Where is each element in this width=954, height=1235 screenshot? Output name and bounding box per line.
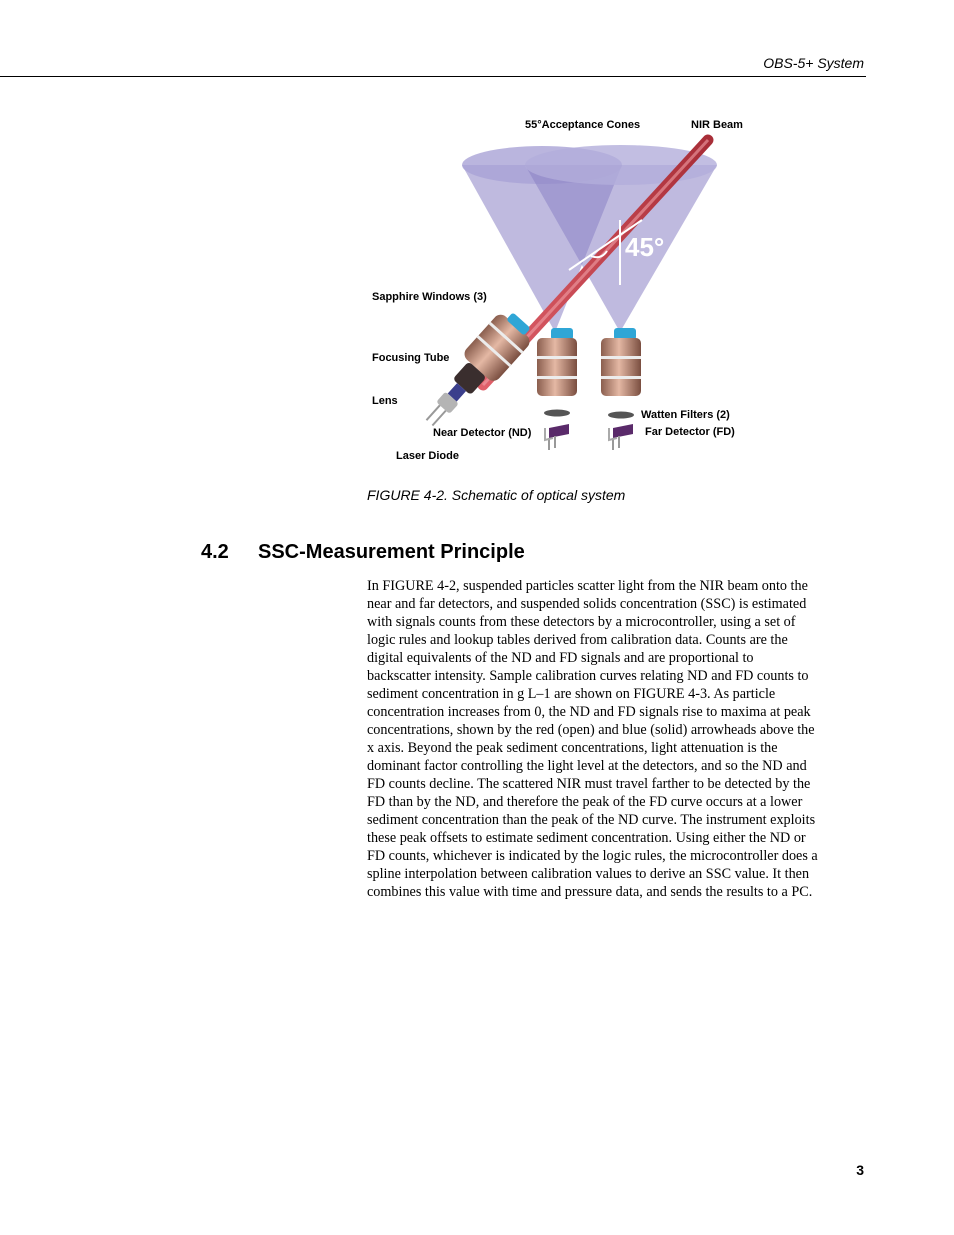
label-sapphire-windows: Sapphire Windows (3) <box>372 291 487 303</box>
label-lens: Lens <box>372 395 398 407</box>
label-focusing-tube: Focusing Tube <box>372 352 450 364</box>
header-rule <box>0 76 866 77</box>
label-watten-filters: Watten Filters (2) <box>641 409 730 421</box>
optical-system-figure <box>365 110 755 470</box>
paragraph-line: concentrations, shown by the red (open) and blue (solid) arrowheads above the <box>367 722 815 738</box>
section-title: SSC-Measurement Principle <box>258 541 525 563</box>
page-number: 3 <box>856 1162 864 1178</box>
watten-filter-far <box>608 412 634 419</box>
label-near-detector: Near Detector (ND) <box>433 427 532 439</box>
label-acceptance-cones: 55°Acceptance Cones <box>525 119 641 131</box>
near-detector-tube <box>537 338 577 396</box>
paragraph-line: with signals counts from these detectors by a microcontroller, using a set of <box>367 614 796 630</box>
paragraph-line: logic rules and lookup tables derived from calibration data. Counts are the <box>367 632 788 648</box>
paragraph-line: FD counts decline. The scattered NIR must travel farther to be detected by the <box>367 776 811 792</box>
watten-filter-near <box>544 410 570 417</box>
paragraph-line: backscatter intensity. Sample calibration curves relating ND and FD counts to <box>367 668 809 684</box>
paragraph-line: combines this value with time and pressure data, and sends the results to a PC. <box>367 884 813 900</box>
paragraph-line: concentration increases from 0, the ND and FD signals rise to maxima at peak <box>367 704 811 720</box>
paragraph-line: near and far detectors, and suspended solids concentration (SSC) is estimated <box>367 596 807 612</box>
paragraph-line: dominant factor controlling the light level at the detectors, and so the ND and <box>367 758 807 774</box>
paragraph-line: these peak offsets to estimate sediment concentration. Using either the ND or <box>367 830 806 846</box>
paragraph-line: sediment concentration in g L–1 are shown on FIGURE 4-3. As particle <box>367 686 776 702</box>
angle-label: 45° <box>625 232 665 262</box>
running-head: OBS-5+ System <box>763 55 864 71</box>
paragraph-line: digital equivalents of the ND and FD signals and are proportional to <box>367 650 754 666</box>
body-paragraph <box>367 577 867 901</box>
paragraph-line: sediment concentration than the peak of the ND curve. The instrument exploits <box>367 812 816 828</box>
paragraph-line: FD counts, whichever is indicated by the logic rules, the microcontroller does a <box>367 848 818 864</box>
focusing-tube <box>413 306 538 438</box>
far-detector <box>609 424 633 450</box>
near-detector <box>545 424 569 450</box>
paragraph-line: FD than by the ND, and therefore the peak of the FD curve occurs at a lower <box>367 794 803 810</box>
paragraph-line: x axis. Beyond the peak sediment concentrations, light attenuation is the <box>367 740 778 756</box>
far-detector-tube <box>601 338 641 396</box>
figure-caption: FIGURE 4-2. Schematic of optical system <box>367 487 626 503</box>
label-far-detector: Far Detector (FD) <box>645 426 735 438</box>
paragraph-line: In FIGURE 4-2, suspended particles scatter light from the NIR beam onto the <box>367 578 808 594</box>
optical-system-diagram <box>365 110 755 470</box>
paragraph-line: spline interpolation between calibration values to derive an SSC value. It then <box>367 866 810 882</box>
section-number: 4.2 <box>201 541 229 563</box>
label-laser-diode: Laser Diode <box>396 450 459 462</box>
label-nir-beam: NIR Beam <box>691 119 743 131</box>
section-heading <box>201 541 525 564</box>
